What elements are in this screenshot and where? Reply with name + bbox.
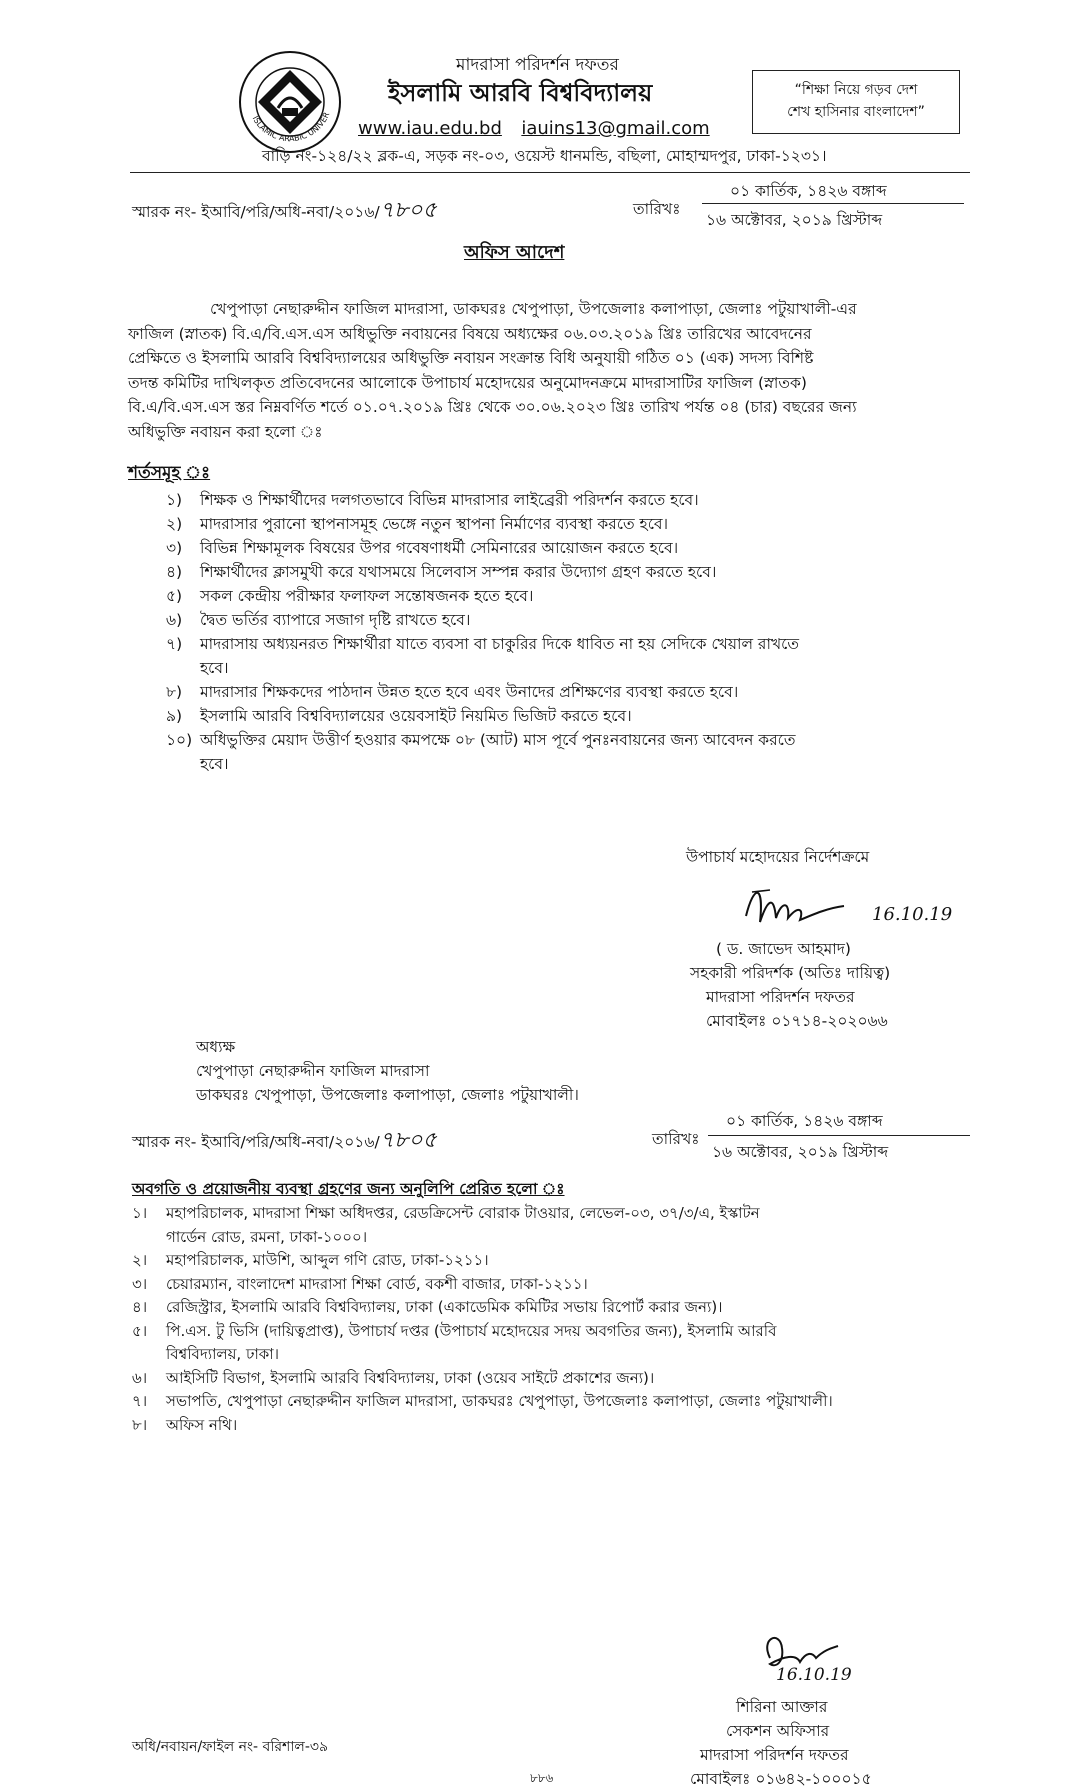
- condition-item: ১০) অধিভুক্তির মেয়াদ উত্তীর্ণ হওয়ার কমপক্ষে ০৮ (আট) মাস পূর্বে পুনঃনবায়নের জন্য আবেদন করতে হবে।: [166, 731, 796, 773]
- body-line: খেপুপাড়া নেছারুদ্দীন ফাজিল মাদরাসা, ডাকঘরঃ খেপুপাড়া, উপজেলাঃ কলাপাড়া, জেলাঃ পটুয়াখালী-এর: [210, 300, 857, 318]
- condition-item: ১) শিক্ষক ও শিক্ষার্থীদের দলগতভাবে বিভিন্ন মাদরাসার লাইব্রেরী পরিদর্শন করতে হবে।: [166, 491, 699, 509]
- date-label: তারিখঃ: [633, 200, 681, 218]
- condition-item: ৪) শিক্ষার্থীদের ক্লাসমুখী করে যথাসময়ে সিলেবাস সম্পন্ন করার উদ্যোগ গ্রহণ করতে হবে।: [166, 563, 717, 581]
- condition-item: ৮) মাদরাসার শিক্ষকদের পাঠদান উন্নত হতে হবে এবং উনাদের প্রশিক্ষণের ব্যবস্থা করতে হবে।: [166, 683, 739, 701]
- addressee-address: ডাকঘরঃ খেপুপাড়া, উপজেলাঃ কলাপাড়া, জেলাঃ পটুয়াখালী।: [196, 1086, 579, 1104]
- university-name: ইসলামি আরবি বিশ্ববিদ্যালয়: [388, 79, 653, 107]
- memo-reference-2: [132, 1130, 437, 1153]
- conditions-title: শর্তসমূহ ঃ: [128, 463, 211, 483]
- copy-item: ৭। সভাপতি, খেপুপাড়া নেছারুদ্দীন ফাজিল মাদরাসা, ডাকঘরঃ খেপুপাড়া, উপজেলাঃ কলাপাড়া, জেলাঃ পটুয়াখালী।: [132, 1392, 833, 1410]
- signatory-1-designation: সহকারী পরিদর্শক (অতিঃ দায়িত্ব): [690, 964, 891, 982]
- body-line: বি.এ/বি.এস.এস স্তর নিম্নবর্ণিত শর্তে ০১.০৭.২০১৯ খ্রিঃ থেকে ৩০.০৬.২০২৩ খ্রিঃ তারিখ পর্যন্ত ০৪ (চার) বছরের জন্য: [128, 398, 857, 416]
- slogan-line-1: “শিক্ষা নিয়ে গড়ব দেশ: [794, 82, 918, 98]
- date-bangla: ০১ কার্তিক, ১৪২৬ বঙ্গাব্দ: [730, 182, 887, 200]
- condition-item: ৬) দ্বৈত ভর্তির ব্যাপারে সজাগ দৃষ্টি রাখতে হবে।: [166, 611, 471, 629]
- office-name: মাদরাসা পরিদর্শন দফতর: [456, 55, 619, 75]
- condition-item: ৯) ইসলামি আরবি বিশ্ববিদ্যালয়ের ওয়েবসাইট নিয়মিত ভিজিট করতে হবে।: [166, 707, 632, 725]
- slogan-line-2: শেখ হাসিনার বাংলাদেশ”: [787, 104, 925, 120]
- copy-item: ৮। অফিস নথি।: [132, 1415, 238, 1434]
- svg-text:ISLAMIC ARABIC UNIVERSITY: ISLAMIC ARABIC UNIVER: [250, 110, 332, 144]
- memo-ref-number: ৭৮০৫: [379, 1128, 437, 1153]
- address-line: বাড়ি নং-১২৪/২২ ব্লক-এ, সড়ক নং-০৩, ওয়েস্ট ধানমন্ডি, বছিলা, মোহাম্মদপুর, ঢাকা-১২৩১।: [262, 147, 827, 165]
- copies-list: [132, 1202, 972, 1437]
- body-line: ফাজিল (স্নাতক) বি.এ/বি.এস.এস অধিভুক্তি নবায়নের বিষয়ে অধ্যক্ষের ০৬.০৩.২০১৯ খ্রিঃ তারিখের আবেদনের: [128, 324, 812, 343]
- signature-1-date: 16.10.19: [872, 904, 953, 925]
- conditions-list: [166, 488, 966, 776]
- memo-ref-label: স্মারক নং- ইআবি/পরি/অধি-নবা/২০১৬/: [132, 1133, 380, 1151]
- addressee-title: অধ্যক্ষ: [196, 1038, 236, 1056]
- body-line: প্রেক্ষিতে ও ইসলামি আরবি বিশ্ববিদ্যালয়ের অধিভুক্তি নবায়ন সংক্রান্ত বিধি অনুযায়ী গঠিত ০১ (এক) সদস্য বিশিষ্ট: [128, 349, 814, 367]
- slogan-box: [752, 70, 960, 134]
- header-divider: [130, 172, 970, 173]
- copy-item: ৩। চেয়ারম্যান, বাংলাদেশ মাদরাসা শিক্ষা বোর্ড, বকশী বাজার, ঢাকা-১২১১।: [132, 1274, 588, 1293]
- memo-reference: [132, 200, 437, 223]
- copy-distribution-title: অবগতি ও প্রয়োজনীয় ব্যবস্থা গ্রহণের জন্য অনুলিপি প্রেরিত হলো ঃ: [132, 1180, 565, 1198]
- body-paragraph: [128, 297, 968, 444]
- email-link[interactable]: iauins13@gmail.com: [521, 118, 710, 139]
- date-divider: [708, 1135, 970, 1136]
- page-number: ৮৮৬: [530, 1771, 554, 1785]
- copy-item: ৬। আইসিটি বিভাগ, ইসলামি আরবি বিশ্ববিদ্যালয়, ঢাকা (ওয়েব সাইটে প্রকাশের জন্য)।: [132, 1368, 655, 1387]
- copy-item: ২। মহাপরিচালক, মাউশি, আব্দুল গণি রোড, ঢাকা-১২১১।: [132, 1251, 489, 1269]
- date-english: ১৬ অক্টোবর, ২০১৯ খ্রিস্টাব্দ: [706, 211, 883, 229]
- condition-item: ৭) মাদরাসায় অধ্যয়নরত শিক্ষার্থীরা যাতে ব্যবসা বা চাকুরির দিকে ধাবিত না হয় সেদিকে খেয়াল রাখতে হবে।: [166, 635, 799, 677]
- condition-item: ২) মাদরাসার পুরানো স্থাপনাসমূহ ভেঙ্গে নতুন স্থাপনা নির্মাণের ব্যবস্থা করতে হবে।: [166, 515, 669, 533]
- website-link[interactable]: www.iau.edu.bd: [358, 118, 502, 139]
- on-behalf-note: উপাচার্য মহোদয়ের নির্দেশক্রমে: [686, 848, 870, 866]
- memo-ref-number: ৭৮০৫: [379, 198, 437, 223]
- document-title: অফিস আদেশ: [464, 242, 565, 263]
- signature-2-date: 16.10.19: [776, 1665, 852, 1685]
- memo-ref-label: স্মারক নং- ইআবি/পরি/অধি-নবা/২০১৬/: [132, 203, 380, 221]
- signatory-2-designation: সেকশন অফিসার: [726, 1722, 830, 1740]
- signature-1: [740, 878, 850, 938]
- copy-item: ৪। রেজিস্ট্রার, ইসলামি আরবি বিশ্ববিদ্যালয়, ঢাকা (একাডেমিক কমিটির সভায় রিপোর্ট করার জন্য)।: [132, 1298, 723, 1316]
- university-logo: [236, 48, 344, 156]
- signatory-2-mobile: মোবাইলঃ ০১৬৪২-১০০০১৫: [690, 1770, 872, 1788]
- addressee-institution: খেপুপাড়া নেছারুদ্দীন ফাজিল মাদরাসা: [196, 1062, 430, 1080]
- copy-item: ১। মহাপরিচালক, মাদরাসা শিক্ষা অধিদপ্তর, রেডক্রিসেন্ট বোরাক টাওয়ার, লেভেল-০৩, ৩৭/৩/এ, ইস্কাটন গার্ডেন রোড, রমনা, ঢাকা-১০০০।: [132, 1204, 760, 1246]
- signatory-1-name: ( ড. জাভেদ আহমাদ): [716, 940, 851, 958]
- signatory-2-office: মাদরাসা পরিদর্শন দফতর: [700, 1746, 849, 1764]
- date-divider: [702, 203, 964, 204]
- signatory-2-name: শিরিনা আক্তার: [736, 1698, 828, 1716]
- body-line: তদন্ত কমিটির দাখিলকৃত প্রতিবেদনের আলোকে উপাচার্য মহোদয়ের অনুমোদনক্রমে মাদরাসাটির ফাজিল (স্নাতক): [128, 373, 807, 392]
- date-bangla: ০১ কার্তিক, ১৪২৬ বঙ্গাব্দ: [726, 1112, 883, 1130]
- date-english: ১৬ অক্টোবর, ২০১৯ খ্রিস্টাব্দ: [712, 1143, 889, 1161]
- body-line: অধিভুক্তি নবায়ন করা হলো ঃ: [128, 422, 323, 441]
- signatory-1-office: মাদরাসা পরিদর্শন দফতর: [706, 988, 855, 1006]
- condition-item: ৫) সকল কেন্দ্রীয় পরীক্ষার ফলাফল সন্তোষজনক হতে হবে।: [166, 587, 534, 605]
- file-number: অধি/নবায়ন/ফাইল নং- বরিশাল-৩৯: [132, 1739, 329, 1755]
- date-label: তারিখঃ: [652, 1130, 700, 1148]
- condition-item: ৩) বিভিন্ন শিক্ষামূলক বিষয়ের উপর গবেষণাধর্মী সেমিনারের আয়োজন করতে হবে।: [166, 539, 679, 557]
- copy-item: ৫। পি.এস. টু ভিসি (দায়িত্বপ্রাপ্ত), উপাচার্য দপ্তর (উপাচার্য মহোদয়ের সদয় অবগতির জন্য), ইসলামি আরবি বিশ্ববিদ্যালয়, ঢাকা।: [132, 1321, 777, 1363]
- signatory-1-mobile: মোবাইলঃ ০১৭১৪-২০২০৬৬: [706, 1012, 888, 1030]
